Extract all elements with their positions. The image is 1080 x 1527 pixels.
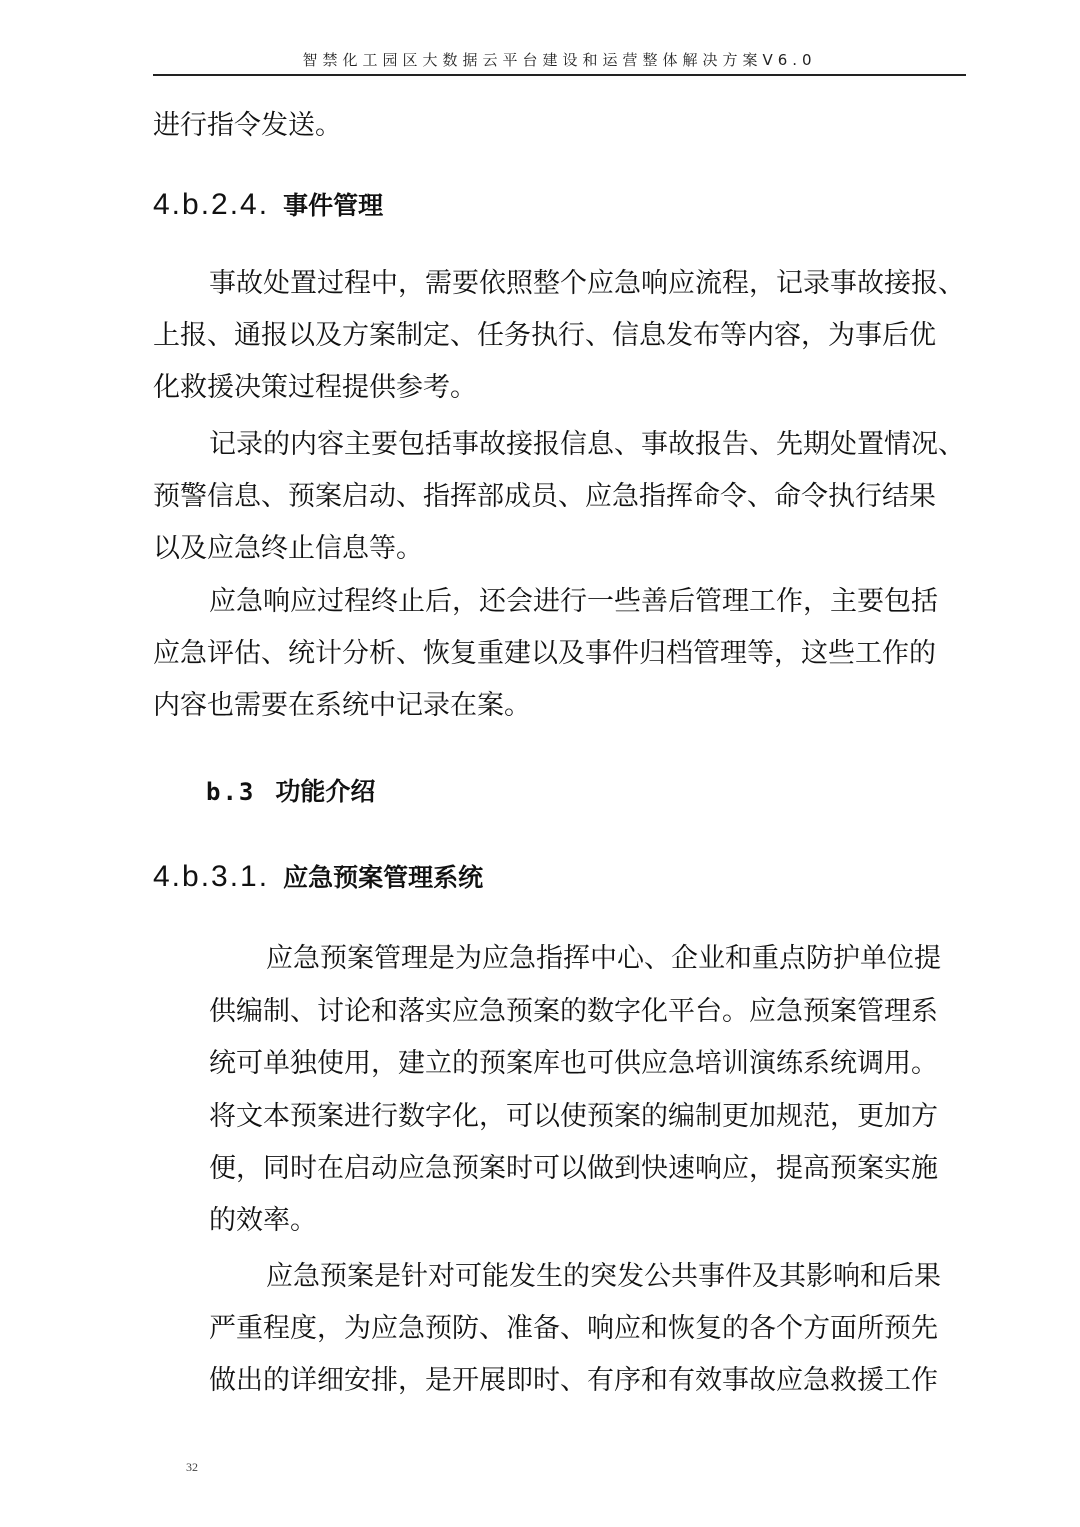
paragraph-line: 统可单独使用，建立的预案库也可供应急培训演练系统调用。 (209, 1048, 938, 1079)
document-title: 智禁化工园区大数据云平台建设和运营整体解决方案V6.0 (302, 51, 817, 69)
paragraph-line: 内容也需要在系统中记录在案。 (153, 690, 531, 721)
paragraph-line: 做出的详细安排，是开展即时、有序和有效事故应急救援工作 (209, 1365, 938, 1396)
section-heading-b-3 (206, 772, 375, 808)
section-title: 应急预案管理系统 (283, 863, 484, 892)
paragraph-line: 应急响应过程终止后，还会进行一些善后管理工作，主要包括 (209, 586, 938, 617)
paragraph-line: 严重程度，为应急预防、准备、响应和恢复的各个方面所预先 (209, 1313, 938, 1344)
paragraph-line: 应急预案管理是为应急指挥中心、企业和重点防护单位提 (266, 943, 941, 974)
section-number: b.3 (206, 778, 256, 806)
paragraph-line: 便，同时在启动应急预案时可以做到快速响应，提高预案实施 (209, 1153, 938, 1184)
paragraph-line: 供编制、讨论和落实应急预案的数字化平台。应急预案管理系 (209, 996, 938, 1027)
section-number: 4.b.2.4. (153, 188, 270, 221)
section-title: 功能介绍 (275, 777, 376, 806)
paragraph-line: 应急评估、统计分析、恢复重建以及事件归档管理等，这些工作的 (153, 638, 936, 669)
paragraph-line: 的效率。 (209, 1205, 317, 1236)
paragraph-line: 上报、通报以及方案制定、任务执行、信息发布等内容，为事后优 (153, 320, 936, 351)
paragraph-line: 事故处置过程中，需要依照整个应急响应流程，记录事故接报、 (209, 268, 965, 299)
paragraph-line: 化救援决策过程提供参考。 (153, 372, 477, 403)
section-number: 4.b.3.1. (153, 860, 270, 893)
paragraph-line: 记录的内容主要包括事故接报信息、事故报告、先期处置情况、 (209, 429, 965, 460)
paragraph-line: 将文本预案进行数字化，可以使预案的编制更加规范，更加方 (209, 1101, 938, 1132)
page-header (153, 50, 966, 76)
paragraph-line: 预警信息、预案启动、指挥部成员、应急指挥命令、命令执行结果 (153, 481, 936, 512)
section-heading-4-b-3-1 (153, 858, 483, 894)
paragraph-line: 以及应急终止信息等。 (153, 533, 423, 564)
paragraph-line: 应急预案是针对可能发生的突发公共事件及其影响和后果 (266, 1261, 941, 1292)
section-title: 事件管理 (283, 191, 384, 220)
paragraph-line: 进行指令发送。 (153, 110, 342, 141)
section-heading-4-b-2-4 (153, 186, 383, 222)
page-number: 32 (186, 1460, 198, 1474)
